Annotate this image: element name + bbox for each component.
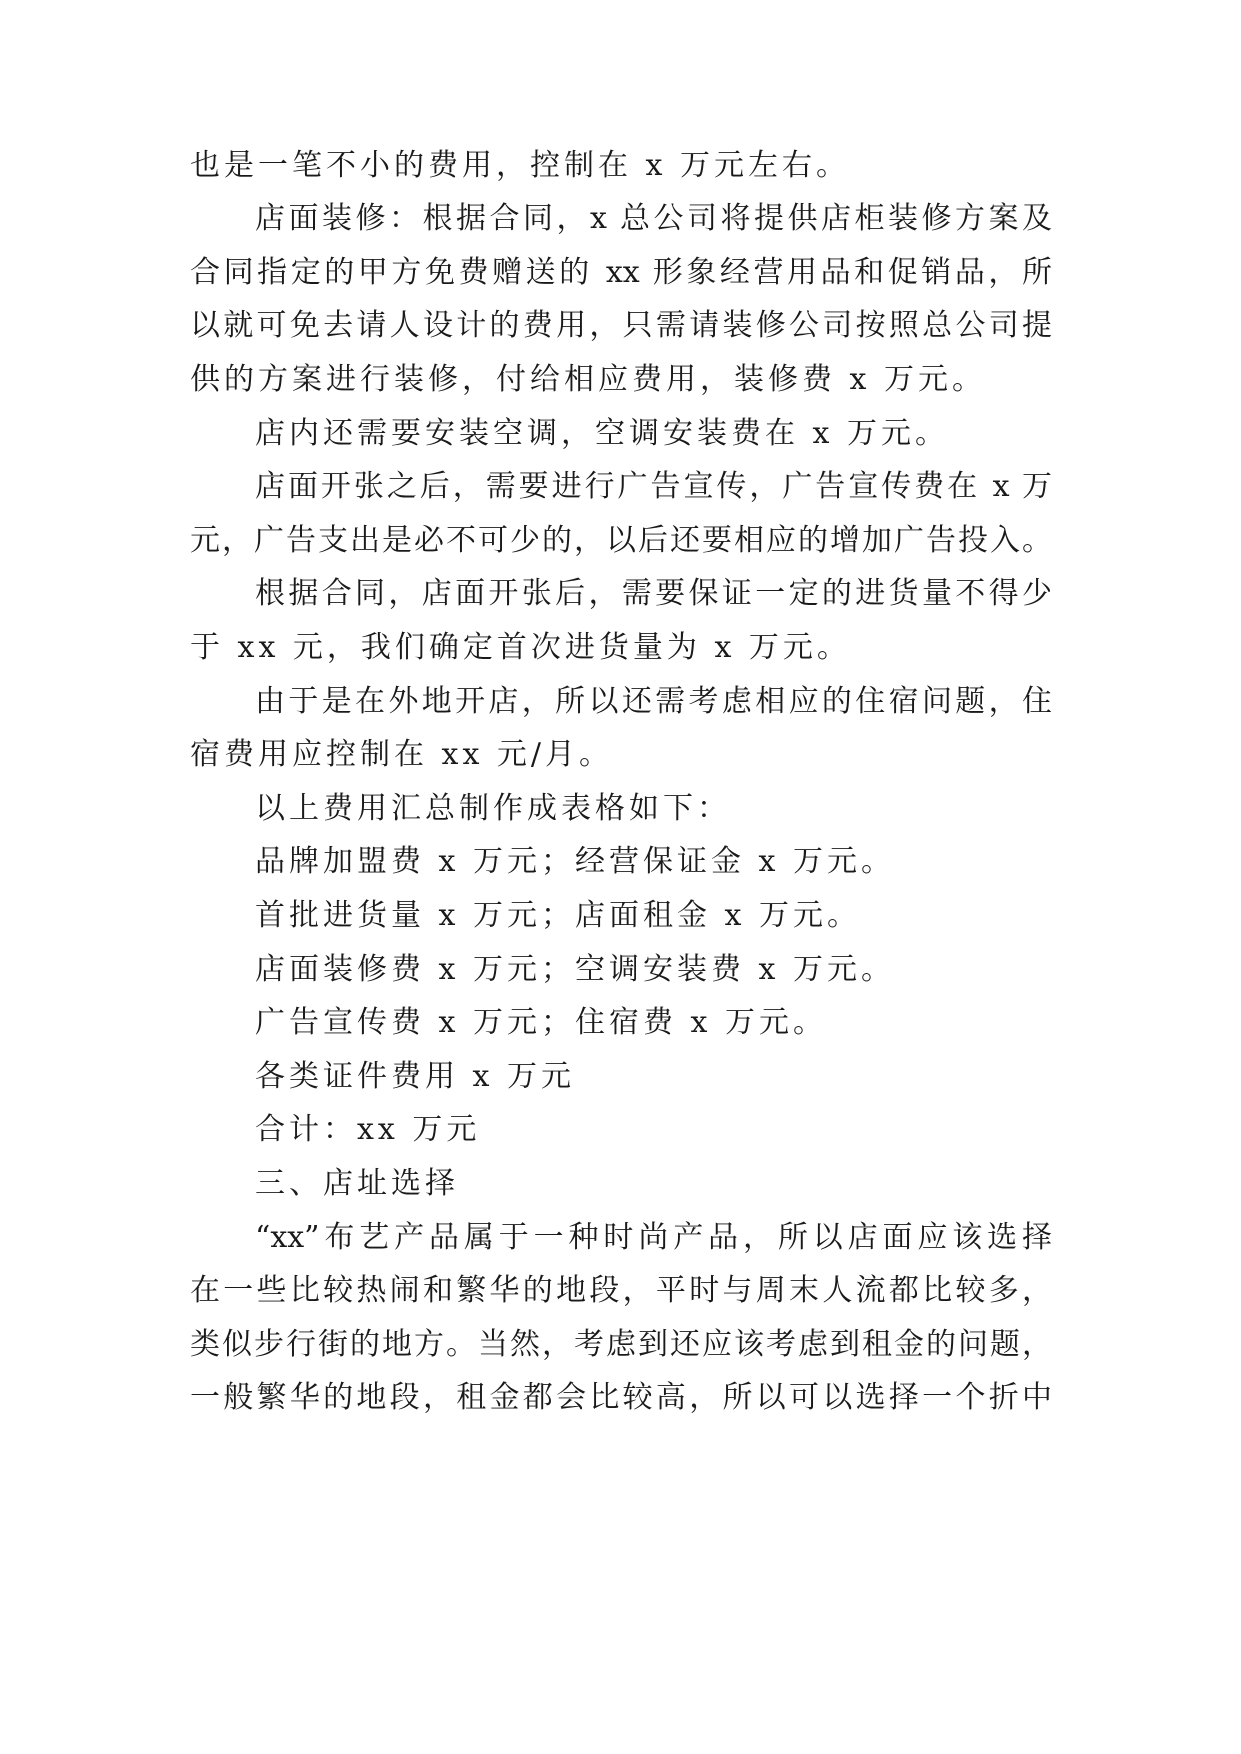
text-line: 店面开张之后，需要进行广告宣传，广告宣传费在 x 万 [255, 469, 1052, 504]
text-line: 合同指定的甲方免费赠送的 xx 形象经营用品和促销品，所 [190, 255, 1052, 290]
text-line: 类似步行街的地方。当然，考虑到还应该考虑到租金的问题， [190, 1327, 1052, 1362]
text-line: 合计：xx 万元 [255, 1112, 481, 1147]
section-heading: 三、店址选择 [255, 1166, 459, 1201]
text-line: 以上费用汇总制作成表格如下： [255, 791, 731, 826]
text-line: 各类证件费用 x 万元 [255, 1059, 575, 1094]
text-line: 一般繁华的地段，租金都会比较高，所以可以选择一个折中 [190, 1380, 1052, 1415]
text-line: 店面装修费 x 万元；空调安装费 x 万元。 [255, 952, 895, 987]
text-line: 元，广告支出是必不可少的，以后还要相应的增加广告投入。 [190, 523, 1052, 558]
text-line: 以就可免去请人设计的费用，只需请装修公司按照总公司提 [190, 308, 1052, 343]
text-line: 广告宣传费 x 万元；住宿费 x 万元。 [255, 1005, 827, 1040]
text-line: 首批进货量 x 万元；店面租金 x 万元。 [255, 898, 861, 933]
text-line: 供的方案进行装修，付给相应费用，装修费 x 万元。 [190, 362, 986, 397]
text-line: 在一些比较热闹和繁华的地段，平时与周末人流都比较多， [190, 1273, 1052, 1308]
text-line: 根据合同，店面开张后，需要保证一定的进货量不得少 [255, 576, 1052, 611]
text-line: 于 xx 元，我们确定首次进货量为 x 万元。 [190, 630, 851, 665]
text-line: 品牌加盟费 x 万元；经营保证金 x 万元。 [255, 844, 895, 879]
text-line: 也是一笔不小的费用，控制在 x 万元左右。 [190, 148, 850, 183]
text-line: 店面装修：根据合同，x 总公司将提供店柜装修方案及 [255, 201, 1052, 236]
text-line: 宿费用应控制在 xx 元/月。 [190, 737, 614, 772]
text-line: “xx”布艺产品属于一种时尚产品，所以店面应该选择 [255, 1220, 1052, 1255]
text-line: 由于是在外地开店，所以还需考虑相应的住宿问题，住 [255, 684, 1052, 719]
text-line: 店内还需要安装空调，空调安装费在 x 万元。 [255, 416, 949, 451]
